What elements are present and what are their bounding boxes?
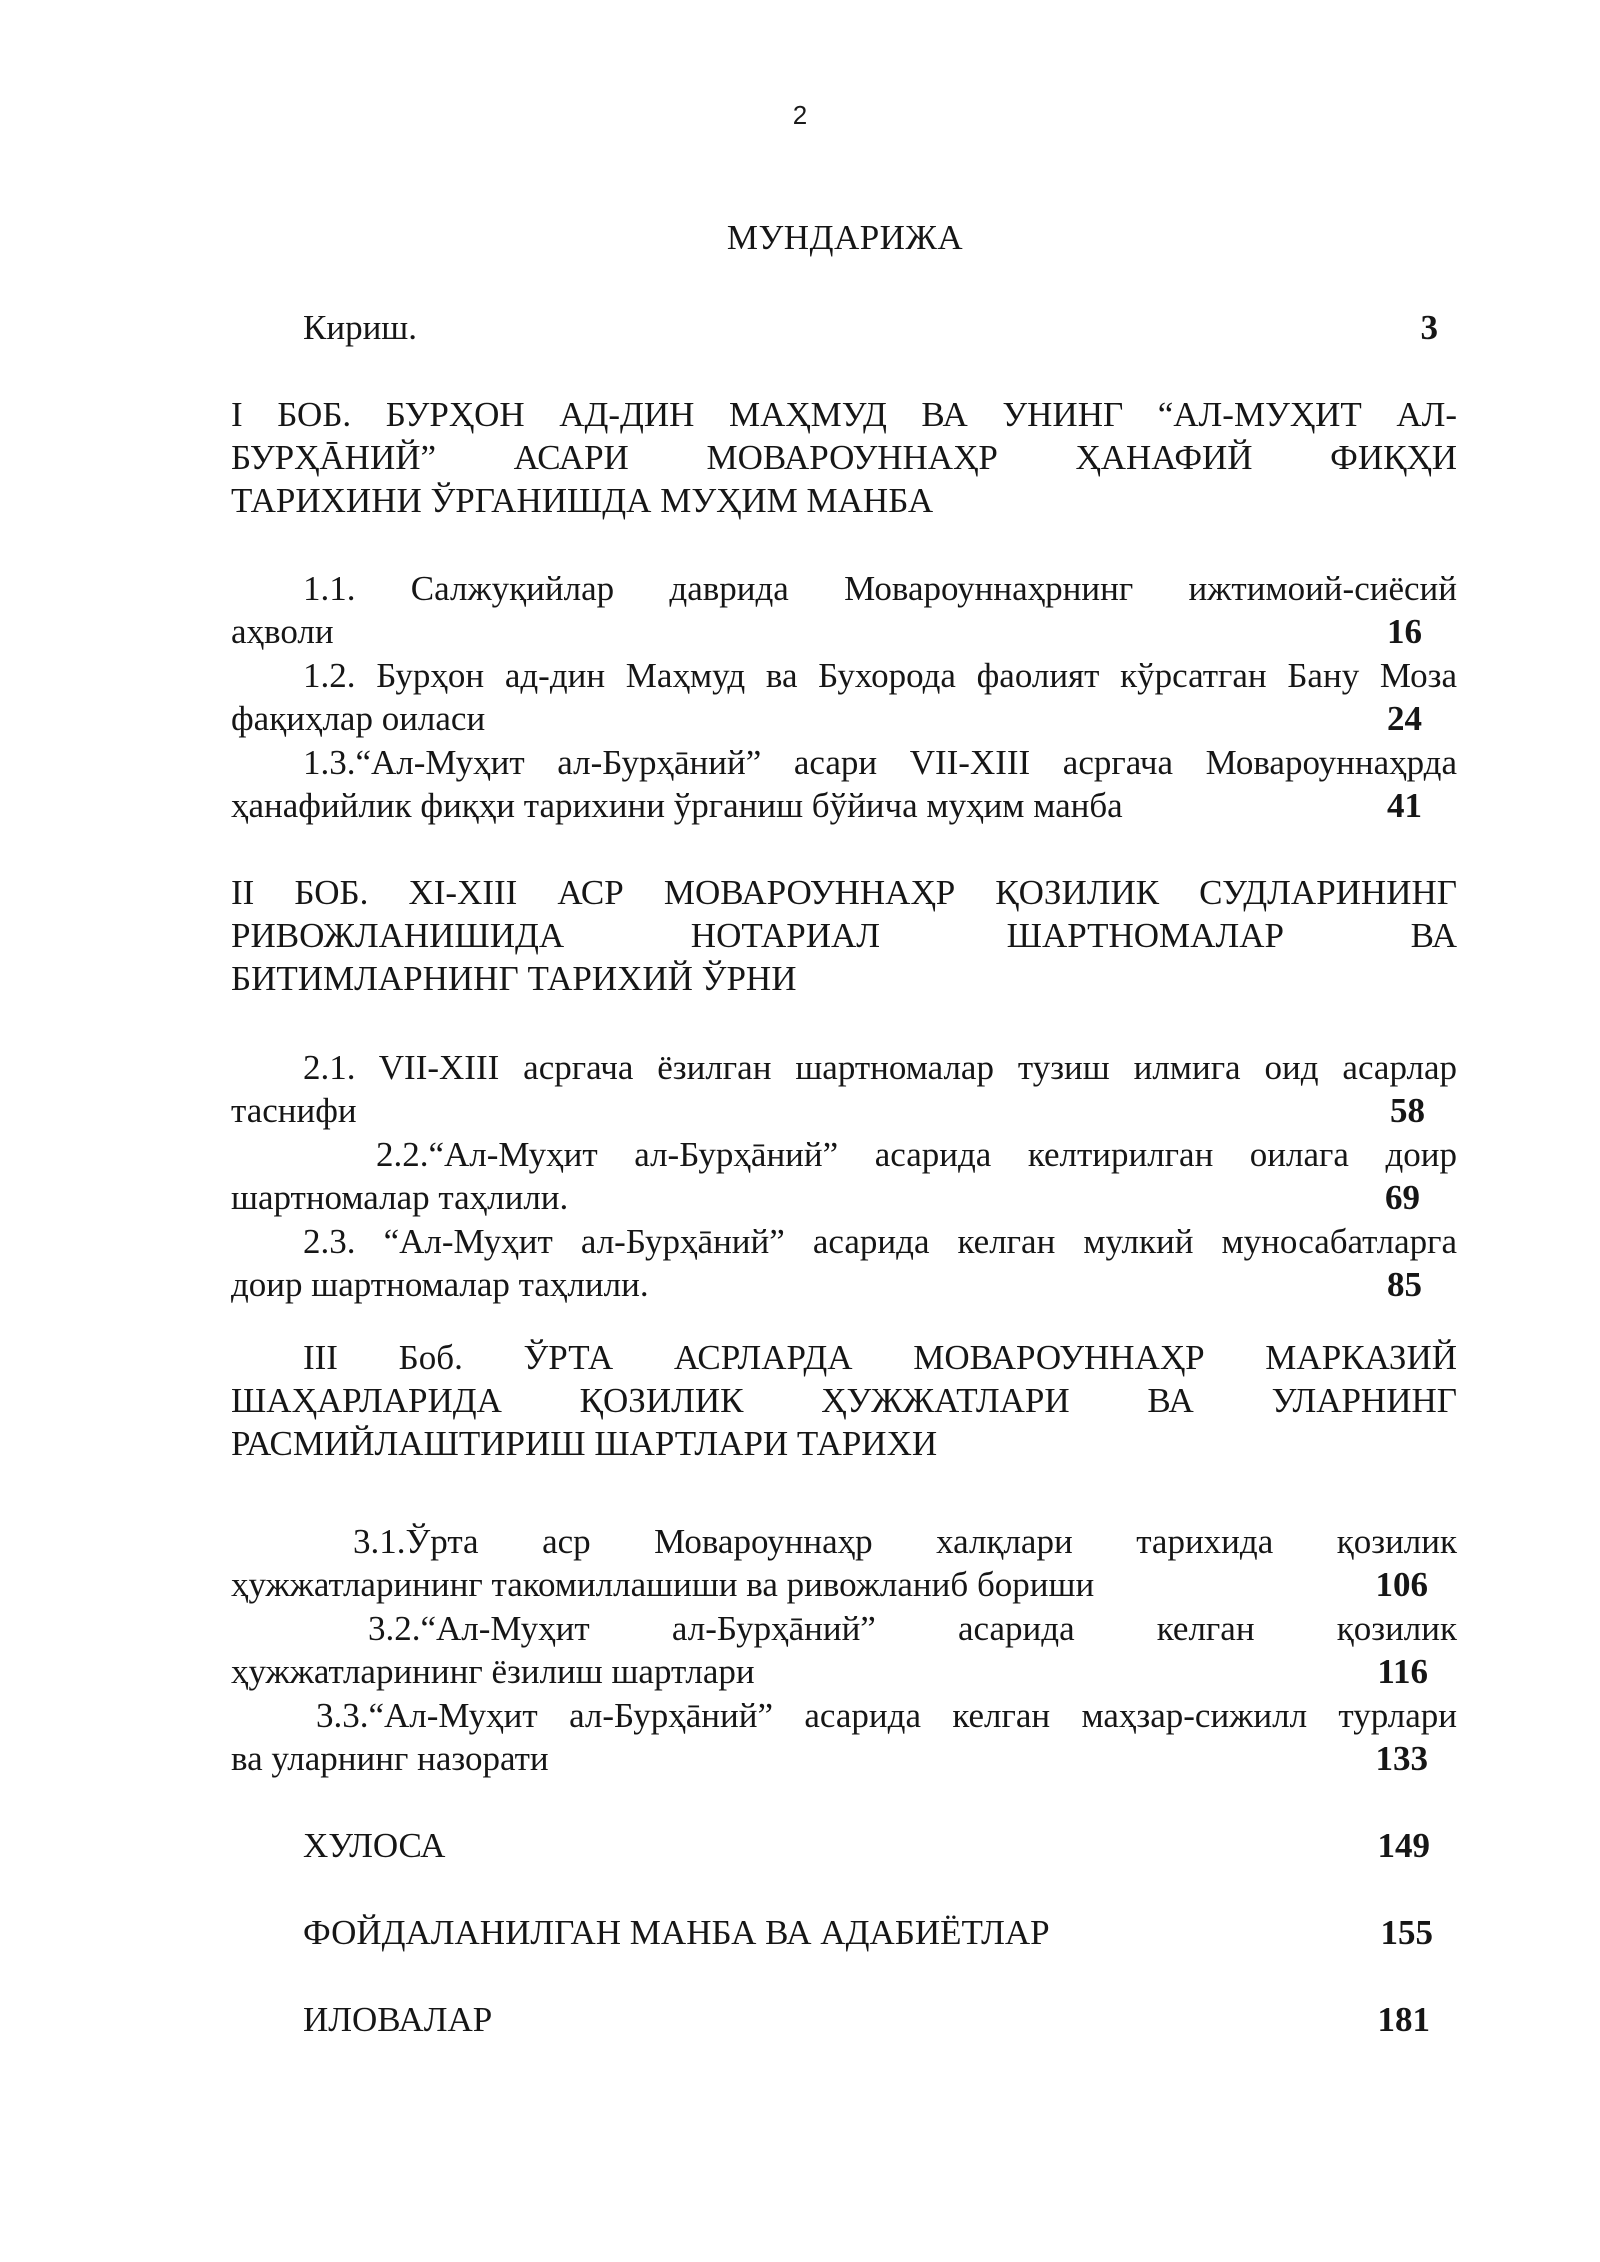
toc-entry-1-2-line-1: 1.2. Бурҳон ад-дин Маҳмуд ва Бухорода фаолият кўрсатган Бану Моза: [303, 656, 1457, 695]
toc-intro-label: Кириш.: [303, 308, 418, 347]
chapter-1-heading-line-1: I БОБ. БУРҲОН АД-ДИН МАҲМУД ВА УНИНГ “АЛ-МУҲИТ АЛ-: [231, 395, 1457, 434]
chapter-2-heading-line-1: II БОБ. XI-XIII АСР МОВАРОУННАҲР ҚОЗИЛИК СУДЛАРИНИНГ: [231, 873, 1457, 912]
toc-entry-1-3-page: 41: [1387, 786, 1422, 825]
toc-sources-label: ФОЙДАЛАНИЛГАН МАНБА ВА АДАБИЁТЛАР: [303, 1913, 1050, 1952]
toc-entry-2-3-line-2: доир шартномалар таҳлили.: [231, 1265, 649, 1304]
toc-appendix-label: ИЛОВАЛАР: [303, 2000, 493, 2039]
toc-entry-1-2-page: 24: [1387, 699, 1422, 738]
toc-entry-3-1-line-1: 3.1.Ўрта аср Мовароуннаҳр халқлари тарихида қозилик: [353, 1522, 1457, 1561]
toc-entry-2-3-page: 85: [1387, 1265, 1422, 1304]
toc-entry-3-2-line-2: ҳужжатларининг ёзилиш шартлари: [231, 1652, 755, 1691]
toc-entry-2-2-page: 69: [1385, 1178, 1420, 1217]
toc-entry-1-3-line-2: ҳанафийлик фиқҳи тарихини ўрганиш бўйича муҳим манба: [231, 786, 1123, 825]
toc-entry-2-1-page: 58: [1390, 1091, 1425, 1130]
toc-conclusion-label: ХУЛОСА: [303, 1826, 446, 1865]
toc-entry-3-2-page: 116: [1377, 1652, 1428, 1691]
chapter-3-heading-line-3: РАСМИЙЛАШТИРИШ ШАРТЛАРИ ТАРИХИ: [231, 1424, 938, 1463]
toc-entry-1-1-page: 16: [1387, 612, 1422, 651]
toc-entry-2-2-line-1: 2.2.“Ал-Муҳит ал-Бурҳāний” асарида келтирилган оилага доир: [376, 1135, 1457, 1174]
toc-entry-3-1-line-2: ҳужжатларининг такомиллашиши ва ривожланиб бориши: [231, 1565, 1095, 1604]
chapter-2-heading-line-3: БИТИМЛАРНИНГ ТАРИХИЙ ЎРНИ: [231, 959, 797, 998]
toc-entry-1-1-line-1: 1.1. Салжуқийлар даврида Мовароуннаҳрнинг ижтимоий-сиёсий: [303, 569, 1457, 608]
toc-entry-3-2-line-1: 3.2.“Ал-Муҳит ал-Бурҳāний” асарида келган қозилик: [368, 1609, 1457, 1648]
toc-intro-page: 3: [1420, 308, 1438, 347]
toc-conclusion-page: 149: [1377, 1826, 1430, 1865]
toc-entry-3-3-line-1: 3.3.“Ал-Муҳит ал-Бурҳāний” асарида келган маҳзар-сижилл турлари: [316, 1696, 1457, 1735]
page-title: МУНДАРИЖА: [726, 218, 964, 257]
chapter-2-heading-line-2: РИВОЖЛАНИШИДА НОТАРИАЛ ШАРТНОМАЛАР ВА: [231, 916, 1457, 955]
chapter-3-heading-line-1: III Боб. ЎРТА АСРЛАРДА МОВАРОУННАҲР МАРКАЗИЙ: [303, 1338, 1457, 1377]
page-number: 2: [792, 100, 808, 130]
toc-appendix-page: 181: [1377, 2000, 1430, 2039]
toc-entry-1-1-line-2: аҳволи: [231, 612, 334, 651]
chapter-3-heading-line-2: ШАҲАРЛАРИДА ҚОЗИЛИК ҲУЖЖАТЛАРИ ВА УЛАРНИНГ: [231, 1381, 1457, 1420]
toc-entry-2-2-line-2: шартномалар таҳлили.: [231, 1178, 569, 1217]
toc-sources-page: 155: [1380, 1913, 1433, 1952]
toc-entry-1-3-line-1: 1.3.“Ал-Муҳит ал-Бурҳāний” асари VII-XIII асргача Мовароуннаҳрда: [303, 743, 1457, 782]
toc-entry-2-1-line-1: 2.1. VII-XIII асргача ёзилган шартномалар тузиш илмига оид асарлар: [303, 1048, 1457, 1087]
toc-entry-3-3-page: 133: [1375, 1739, 1428, 1778]
toc-entry-3-3-line-2: ва уларнинг назорати: [231, 1739, 549, 1778]
toc-entry-3-1-page: 106: [1375, 1565, 1428, 1604]
chapter-1-heading-line-3: ТАРИХИНИ ЎРГАНИШДА МУҲИМ МАНБА: [231, 481, 934, 520]
toc-entry-1-2-line-2: фақиҳлар оиласи: [231, 699, 486, 738]
toc-entry-2-1-line-2: таснифи: [231, 1091, 357, 1130]
toc-entry-2-3-line-1: 2.3. “Ал-Муҳит ал-Бурҳāний” асарида келган мулкий муносабатларга: [303, 1222, 1457, 1261]
chapter-1-heading-line-2: БУРҲĀНИЙ” АСАРИ МОВАРОУННАҲР ҲАНАФИЙ ФИҚҲИ: [231, 438, 1457, 477]
